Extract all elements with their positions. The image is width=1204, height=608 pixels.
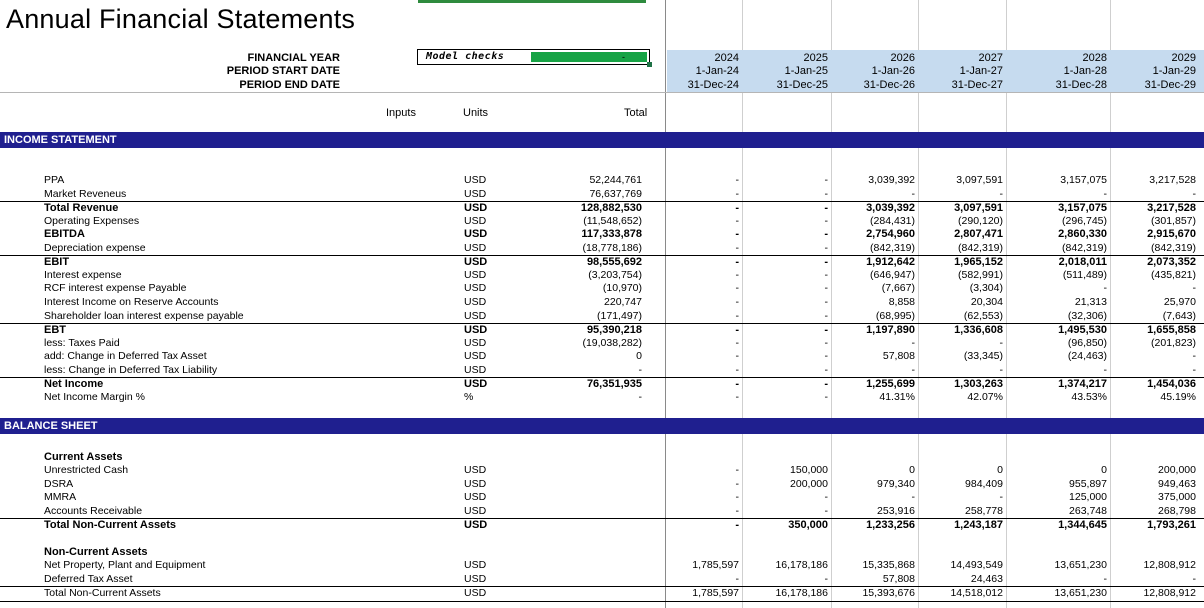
row-value: 42.07% (967, 390, 1003, 403)
row-value: - (824, 241, 828, 254)
row-total: (11,548,652) (583, 214, 642, 227)
row-value: 12,808,912 (1143, 587, 1196, 600)
row-value: 1,965,152 (954, 256, 1003, 269)
table-row (0, 518, 1204, 532)
row-value: - (735, 519, 739, 532)
row-unit: USD (464, 174, 487, 186)
table-row (0, 350, 1204, 364)
period-start-date: 1-Jan-28 (1063, 65, 1107, 77)
row-value: (7,667) (881, 282, 915, 295)
row-value: 15,393,676 (862, 587, 915, 600)
year-label: 2028 (1082, 52, 1107, 64)
row-label: Interest expense (44, 268, 122, 281)
row-value: 3,097,591 (956, 174, 1003, 186)
row-value: 0 (909, 464, 915, 476)
row-value: - (735, 309, 739, 322)
model-checks-value: - (531, 52, 647, 62)
row-value: - (824, 491, 828, 504)
row-value: 955,897 (1069, 477, 1107, 490)
table-row (0, 282, 1204, 296)
row-label: EBIT (44, 256, 70, 269)
row-value: (842,319) (958, 241, 1003, 254)
row-value: - (735, 268, 739, 281)
row-total: 76,351,935 (586, 378, 642, 391)
table-row (0, 188, 1204, 202)
row-total: (18,778,186) (582, 241, 642, 254)
period-end-date: 31-Dec-28 (1055, 79, 1107, 91)
row-unit: USD (464, 228, 488, 241)
row-value: 1,912,642 (866, 256, 915, 269)
row-total: 128,882,530 (580, 202, 642, 215)
row-value: (582,991) (958, 268, 1003, 281)
row-total: (10,970) (602, 282, 642, 295)
table-row (0, 478, 1204, 492)
row-value: 2,807,471 (954, 228, 1003, 241)
row-value: - (735, 504, 739, 517)
row-value: 200,000 (790, 477, 828, 490)
row-value: - (735, 491, 739, 504)
row-unit: USD (464, 241, 487, 254)
row-value: 1,233,256 (866, 519, 915, 532)
row-value: - (824, 228, 828, 241)
row-value: (290,120) (958, 214, 1003, 227)
row-value: (24,463) (1067, 350, 1107, 363)
row-label: DSRA (44, 477, 74, 490)
row-value: - (1192, 187, 1196, 200)
row-value: 2,754,960 (866, 228, 915, 241)
balance-sheet-header: BALANCE SHEET (0, 418, 1204, 434)
row-unit: USD (464, 504, 487, 517)
row-value: 1,454,036 (1147, 378, 1196, 391)
row-value: (7,643) (1162, 309, 1196, 322)
row-value: 45.19% (1160, 390, 1196, 403)
row-value: - (824, 378, 828, 391)
row-value: - (735, 363, 739, 376)
row-value: 979,340 (877, 477, 915, 490)
row-value: 13,651,230 (1054, 587, 1107, 600)
period-end-label: PERIOD END DATE (239, 79, 340, 91)
row-value: - (735, 241, 739, 254)
period-start-label: PERIOD START DATE (226, 65, 340, 77)
row-label: Depreciation expense (44, 241, 146, 254)
row-unit: USD (464, 350, 487, 363)
row-value: - (735, 187, 739, 200)
row-value: 3,157,075 (1058, 202, 1107, 215)
row-value: 3,039,392 (868, 174, 915, 186)
row-label: less: Taxes Paid (44, 336, 120, 349)
row-value: (201,823) (1151, 336, 1196, 349)
row-total: 117,333,878 (581, 228, 642, 241)
row-value: 350,000 (788, 519, 828, 532)
row-label: add: Change in Deferred Tax Asset (44, 350, 207, 363)
row-label: Net Property, Plant and Equipment (44, 559, 206, 571)
row-value: - (999, 336, 1003, 349)
row-unit: % (464, 390, 474, 403)
row-value: - (999, 363, 1003, 376)
row-value: 1,243,187 (954, 519, 1003, 532)
row-total: 98,555,692 (586, 256, 642, 269)
row-value: 3,217,528 (1149, 174, 1196, 186)
row-value: (646,947) (870, 268, 915, 281)
row-label: Total Non-Current Assets (44, 587, 161, 600)
row-value: (284,431) (870, 214, 915, 227)
row-total: 0 (636, 350, 642, 363)
current-assets-title: Current Assets (44, 451, 123, 463)
row-total: (171,497) (597, 309, 642, 322)
row-label: Net Income (44, 378, 104, 391)
row-label: Market Reveneus (44, 187, 127, 200)
row-value: 16,178,186 (775, 587, 828, 600)
row-label: Net Income Margin % (44, 390, 145, 403)
row-value: 1,303,263 (954, 378, 1003, 391)
row-total: - (638, 390, 642, 403)
table-row (0, 391, 1204, 405)
table-row (0, 491, 1204, 505)
row-value: - (824, 214, 828, 227)
row-unit: USD (464, 491, 487, 504)
row-unit: USD (464, 214, 487, 227)
row-value: 125,000 (1069, 491, 1107, 504)
row-value: 25,970 (1163, 295, 1196, 308)
table-row (0, 573, 1204, 587)
year-label: 2025 (803, 52, 828, 64)
row-value: 20,304 (970, 295, 1003, 308)
row-unit: USD (464, 256, 488, 269)
row-value: - (824, 572, 828, 585)
row-value: - (1192, 282, 1196, 295)
row-value: 2,073,352 (1147, 256, 1196, 269)
row-label: PPA (44, 174, 65, 186)
row-total: (3,203,754) (588, 268, 642, 281)
year-label: 2026 (890, 52, 915, 64)
row-value: - (824, 324, 828, 337)
row-value: - (735, 324, 739, 337)
row-label: less: Change in Deferred Tax Liability (44, 363, 218, 376)
row-label: MMRA (44, 491, 77, 504)
table-row (0, 559, 1204, 573)
row-value: - (999, 491, 1003, 504)
row-unit: USD (464, 572, 487, 585)
row-value: 263,748 (1069, 504, 1107, 517)
row-total: 76,637,769 (589, 187, 642, 200)
row-value: - (1103, 572, 1107, 585)
row-label: Shareholder loan interest expense payable (44, 309, 244, 322)
year-label: 2024 (714, 52, 739, 64)
row-unit: USD (464, 336, 487, 349)
row-value: (3,304) (969, 282, 1003, 295)
table-row (0, 242, 1204, 256)
row-value: - (824, 390, 828, 403)
row-value: - (999, 187, 1003, 200)
row-label: Accounts Receivable (44, 504, 143, 517)
row-value: 21,313 (1074, 295, 1107, 308)
period-end-date: 31-Dec-29 (1144, 79, 1196, 91)
row-value: - (1103, 282, 1107, 295)
model-checks-cell[interactable] (417, 49, 650, 65)
row-value: - (1192, 572, 1196, 585)
row-value: 1,785,597 (692, 587, 739, 600)
row-value: (842,319) (870, 241, 915, 254)
row-value: - (911, 336, 915, 349)
row-value: 1,655,858 (1147, 324, 1196, 337)
row-total: (19,038,282) (582, 336, 642, 349)
row-value: - (824, 256, 828, 269)
period-end-date: 31-Dec-26 (863, 79, 915, 91)
row-value: - (735, 390, 739, 403)
row-value: 253,916 (877, 504, 915, 517)
row-value: - (735, 214, 739, 227)
row-value: - (735, 477, 739, 490)
row-value: (32,306) (1067, 309, 1107, 322)
year-label: 2027 (978, 52, 1003, 64)
row-unit: USD (464, 282, 487, 295)
row-value: - (1192, 363, 1196, 376)
row-label: Unrestricted Cash (44, 464, 129, 476)
row-value: 16,178,186 (775, 559, 828, 571)
bottom-border (0, 601, 1204, 602)
selection-indicator (418, 0, 646, 3)
row-value: 3,039,392 (866, 202, 915, 215)
table-row (0, 296, 1204, 310)
period-start-date: 1-Jan-26 (871, 65, 915, 77)
inputs-col-header: Inputs (386, 107, 416, 119)
row-value: 1,374,217 (1058, 378, 1107, 391)
row-value: 1,785,597 (692, 559, 739, 571)
row-value: - (1103, 363, 1107, 376)
row-label: Total Revenue (44, 202, 119, 215)
table-row (0, 505, 1204, 519)
row-label: Deferred Tax Asset (44, 572, 133, 585)
row-value: - (735, 174, 739, 186)
row-value: 3,217,528 (1147, 202, 1196, 215)
row-total: - (638, 363, 642, 376)
row-value: - (735, 350, 739, 363)
row-value: - (824, 295, 828, 308)
units-col-header: Units (463, 107, 489, 119)
row-value: 150,000 (790, 464, 828, 476)
row-label: Operating Expenses (44, 214, 140, 227)
row-value: 2,018,011 (1058, 256, 1107, 269)
row-value: - (824, 350, 828, 363)
row-total: 52,244,761 (589, 174, 642, 186)
row-value: - (824, 187, 828, 200)
row-value: 1,336,608 (954, 324, 1003, 337)
financial-year-label: FINANCIAL YEAR (247, 52, 340, 64)
period-end-date: 31-Dec-27 (951, 79, 1003, 91)
table-row (0, 228, 1204, 242)
header-divider (0, 92, 1204, 93)
row-value: - (735, 228, 739, 241)
table-row (0, 377, 1204, 391)
row-value: - (1103, 187, 1107, 200)
row-value: (296,745) (1062, 214, 1107, 227)
row-value: 1,495,530 (1058, 324, 1107, 337)
row-label: EBITDA (44, 228, 85, 241)
row-value: - (824, 363, 828, 376)
total-col-header: Total (624, 107, 648, 119)
row-value: 12,808,912 (1143, 559, 1196, 571)
row-value: - (824, 174, 828, 186)
row-value: 14,493,549 (950, 559, 1003, 571)
row-value: 43.53% (1071, 390, 1107, 403)
row-unit: USD (464, 519, 488, 532)
row-value: - (735, 336, 739, 349)
row-value: - (911, 363, 915, 376)
table-row (0, 464, 1204, 478)
row-value: - (735, 464, 739, 476)
row-value: 1,793,261 (1147, 519, 1196, 532)
row-value: - (824, 202, 828, 215)
row-total: 220,747 (604, 295, 642, 308)
row-value: 1,197,890 (866, 324, 915, 337)
row-value: 258,778 (965, 504, 1003, 517)
table-row (0, 364, 1204, 378)
row-value: - (824, 309, 828, 322)
row-value: (33,345) (963, 350, 1003, 363)
period-start-date: 1-Jan-27 (959, 65, 1003, 77)
row-value: 57,808 (882, 350, 915, 363)
row-value: (842,319) (1151, 241, 1196, 254)
row-value: (62,553) (963, 309, 1003, 322)
row-value: - (824, 268, 828, 281)
row-value: 2,915,670 (1147, 228, 1196, 241)
table-row (0, 310, 1204, 324)
table-row (0, 174, 1204, 188)
row-unit: USD (464, 309, 487, 322)
period-start-date: 1-Jan-29 (1152, 65, 1196, 77)
fill-handle[interactable] (647, 62, 652, 67)
row-value: 15,335,868 (862, 559, 915, 571)
row-value: - (824, 504, 828, 517)
row-unit: USD (464, 477, 487, 490)
row-value: - (735, 378, 739, 391)
row-unit: USD (464, 587, 487, 600)
row-label: Interest Income on Reserve Accounts (44, 295, 219, 308)
row-value: - (735, 282, 739, 295)
row-value: 3,157,075 (1060, 174, 1107, 186)
row-value: - (1192, 350, 1196, 363)
row-label: Total Non-Current Assets (44, 519, 177, 532)
noncurrent-assets-title: Non-Current Assets (44, 546, 148, 558)
row-unit: USD (464, 268, 487, 281)
table-row (0, 586, 1204, 600)
row-unit: USD (464, 464, 487, 476)
row-unit: USD (464, 202, 488, 215)
row-unit: USD (464, 187, 487, 200)
row-value: (511,489) (1062, 268, 1107, 281)
row-unit: USD (464, 324, 488, 337)
row-unit: USD (464, 559, 487, 571)
table-row (0, 215, 1204, 229)
row-value: (842,319) (1062, 241, 1107, 254)
row-value: 13,651,230 (1054, 559, 1107, 571)
row-value: - (911, 491, 915, 504)
row-value: - (911, 187, 915, 200)
row-value: - (735, 202, 739, 215)
period-end-date: 31-Dec-24 (687, 79, 739, 91)
row-total: 95,390,218 (586, 324, 642, 337)
row-value: (435,821) (1151, 268, 1196, 281)
row-unit: USD (464, 363, 487, 376)
row-value: 24,463 (970, 572, 1003, 585)
row-value: 41.31% (879, 390, 915, 403)
row-unit: USD (464, 378, 488, 391)
period-start-date: 1-Jan-24 (695, 65, 739, 77)
row-value: 1,255,699 (866, 378, 915, 391)
row-value: (301,857) (1151, 214, 1196, 227)
row-value: 375,000 (1158, 491, 1196, 504)
period-start-date: 1-Jan-25 (784, 65, 828, 77)
row-value: 200,000 (1158, 464, 1196, 476)
row-value: - (735, 572, 739, 585)
row-value: (96,850) (1067, 336, 1107, 349)
table-row (0, 255, 1204, 269)
row-value: (68,995) (875, 309, 915, 322)
row-label: EBT (44, 324, 66, 337)
table-row (0, 269, 1204, 283)
row-value: - (824, 282, 828, 295)
row-value: 949,463 (1158, 477, 1196, 490)
period-end-date: 31-Dec-25 (776, 79, 828, 91)
table-row (0, 337, 1204, 351)
row-value: 14,518,012 (950, 587, 1003, 600)
table-row (0, 201, 1204, 215)
row-value: 3,097,591 (954, 202, 1003, 215)
row-value: 268,798 (1158, 504, 1196, 517)
row-value: 984,409 (965, 477, 1003, 490)
row-value: 1,344,645 (1058, 519, 1107, 532)
page-title: Annual Financial Statements (6, 4, 356, 34)
row-value: 2,860,330 (1058, 228, 1107, 241)
model-checks-label: Model checks (426, 51, 505, 62)
row-value: - (735, 256, 739, 269)
income-statement-header: INCOME STATEMENT (0, 132, 1204, 148)
row-value: 0 (1101, 464, 1107, 476)
row-value: 8,858 (888, 295, 915, 308)
row-value: 57,808 (882, 572, 915, 585)
row-value: - (824, 336, 828, 349)
row-value: 0 (997, 464, 1003, 476)
row-value: - (735, 295, 739, 308)
table-row (0, 323, 1204, 337)
year-label: 2029 (1171, 52, 1196, 64)
row-unit: USD (464, 295, 487, 308)
row-label: RCF interest expense Payable (44, 282, 187, 295)
